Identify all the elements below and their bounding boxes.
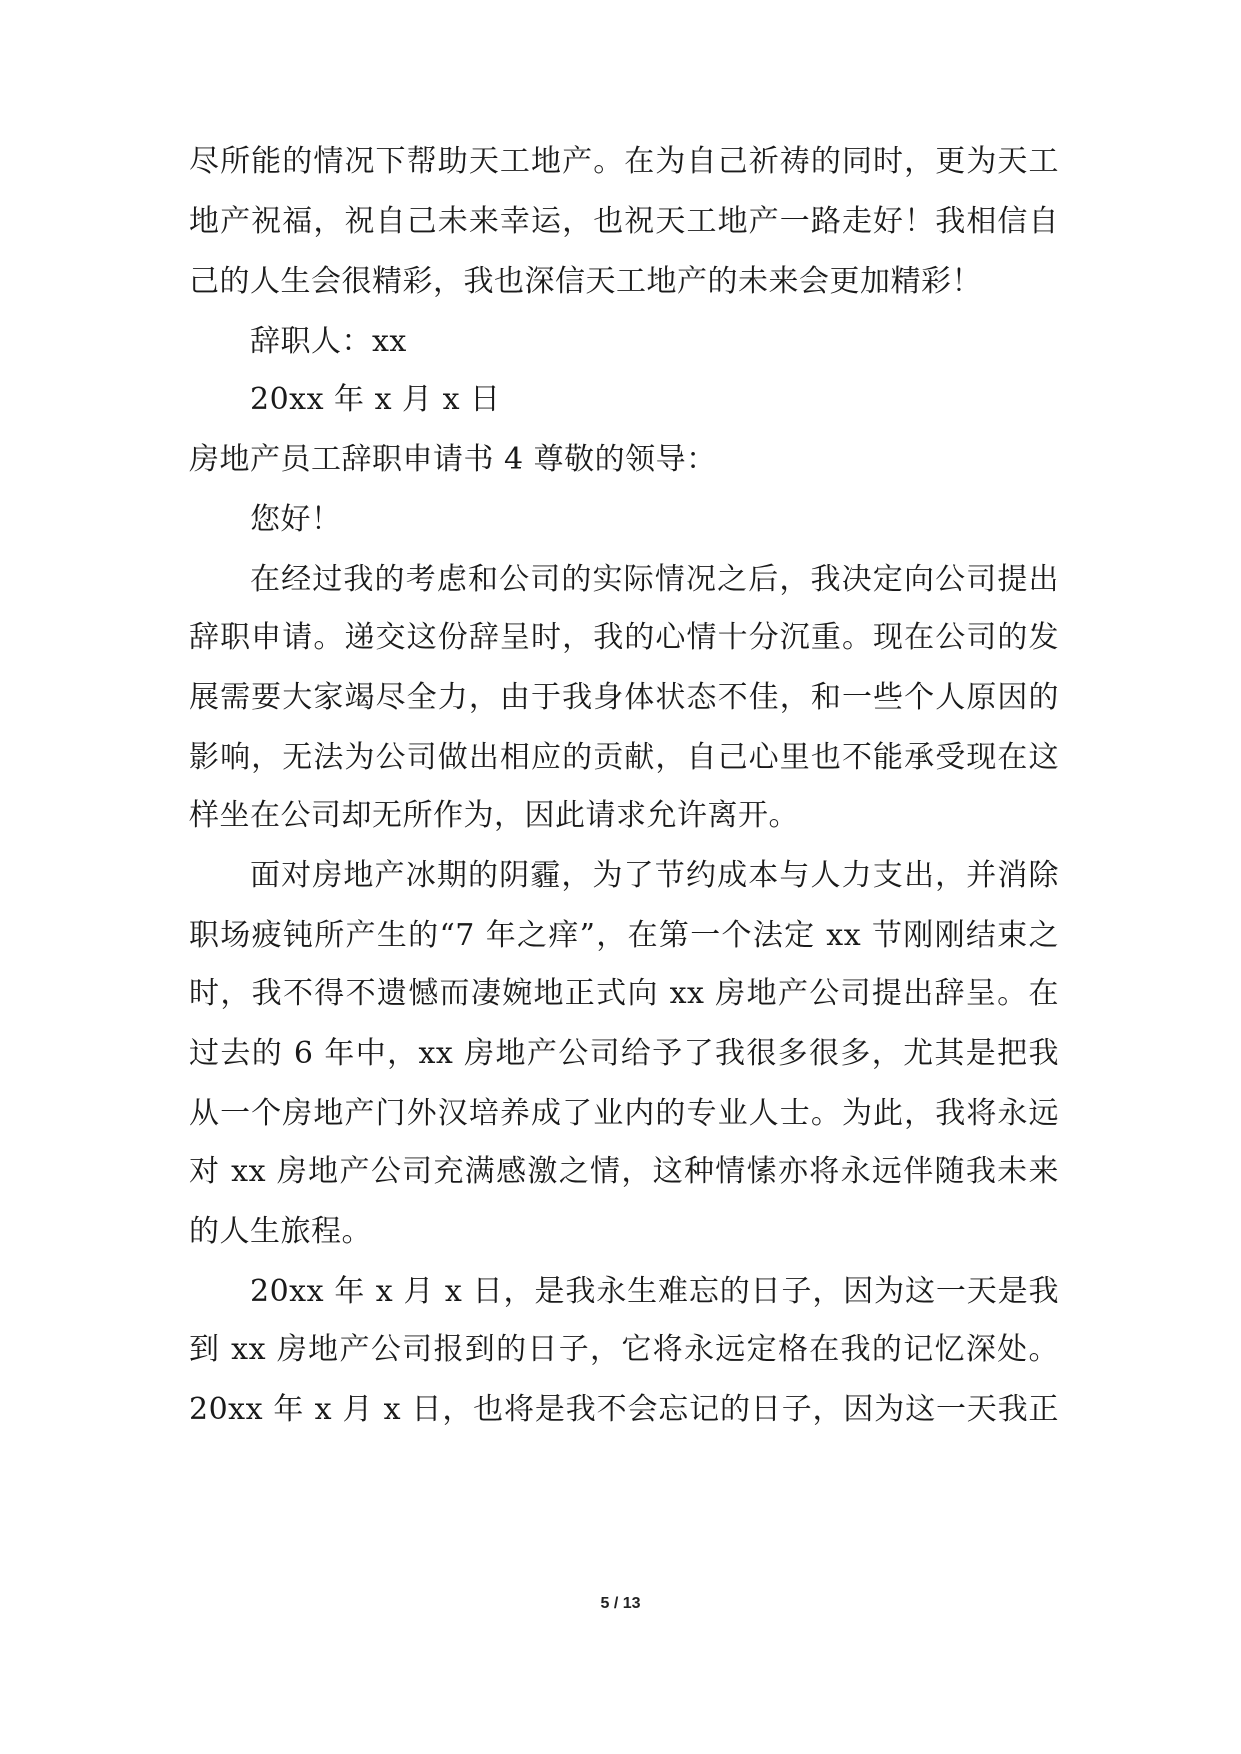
- text-line: 辞职申请。递交这份辞呈时，我的心情十分沉重。现在公司的发: [189, 620, 1059, 655]
- greeting-line: 您好！: [250, 502, 342, 537]
- text-line: 在经过我的考虑和公司的实际情况之后，我决定向公司提出: [250, 562, 1059, 597]
- text-line: 职场疲钝所产生的“7 年之痒”，在第一个法定 xx 节刚刚结束之: [189, 918, 1059, 953]
- text-line: 从一个房地产门外汉培养成了业内的专业人士。为此，我将永远: [189, 1096, 1059, 1131]
- text-line: 20xx 年 x 月 x 日，是我永生难忘的日子，因为这一天是我: [250, 1274, 1059, 1309]
- signature-line: 辞职人：xx: [250, 324, 407, 359]
- page-number: 5 / 13: [600, 1595, 641, 1612]
- date-line: 20xx 年 x 月 x 日: [250, 382, 501, 417]
- text-line: 尽所能的情况下帮助天工地产。在为自己祈祷的同时，更为天工: [189, 144, 1059, 179]
- text-line: 影响，无法为公司做出相应的贡献，自己心里也不能承受现在这: [189, 740, 1059, 775]
- text-line: 时，我不得不遗憾而凄婉地正式向 xx 房地产公司提出辞呈。在: [189, 976, 1059, 1011]
- text-line: 的人生旅程。: [189, 1214, 372, 1249]
- text-line: 对 xx 房地产公司充满感激之情，这种情愫亦将永远伴随我未来: [189, 1154, 1059, 1189]
- text-line: 到 xx 房地产公司报到的日子，它将永远定格在我的记忆深处。: [189, 1332, 1059, 1367]
- text-line: 展需要大家竭尽全力，由于我身体状态不佳，和一些个人原因的: [189, 680, 1059, 715]
- text-line: 过去的 6 年中，xx 房地产公司给予了我很多很多，尤其是把我: [189, 1036, 1059, 1071]
- text-line: 地产祝福，祝自己未来幸运，也祝天工地产一路走好！我相信自: [189, 204, 1059, 239]
- text-line: 20xx 年 x 月 x 日，也将是我不会忘记的日子，因为这一天我正: [189, 1392, 1059, 1427]
- text-line: 己的人生会很精彩，我也深信天工地产的未来会更加精彩！: [189, 264, 982, 299]
- text-line: 面对房地产冰期的阴霾，为了节约成本与人力支出，并消除: [250, 858, 1059, 893]
- text-line: 样坐在公司却无所作为，因此请求允许离开。: [189, 798, 799, 833]
- section-heading: 房地产员工辞职申请书 4 尊敬的领导：: [189, 442, 717, 477]
